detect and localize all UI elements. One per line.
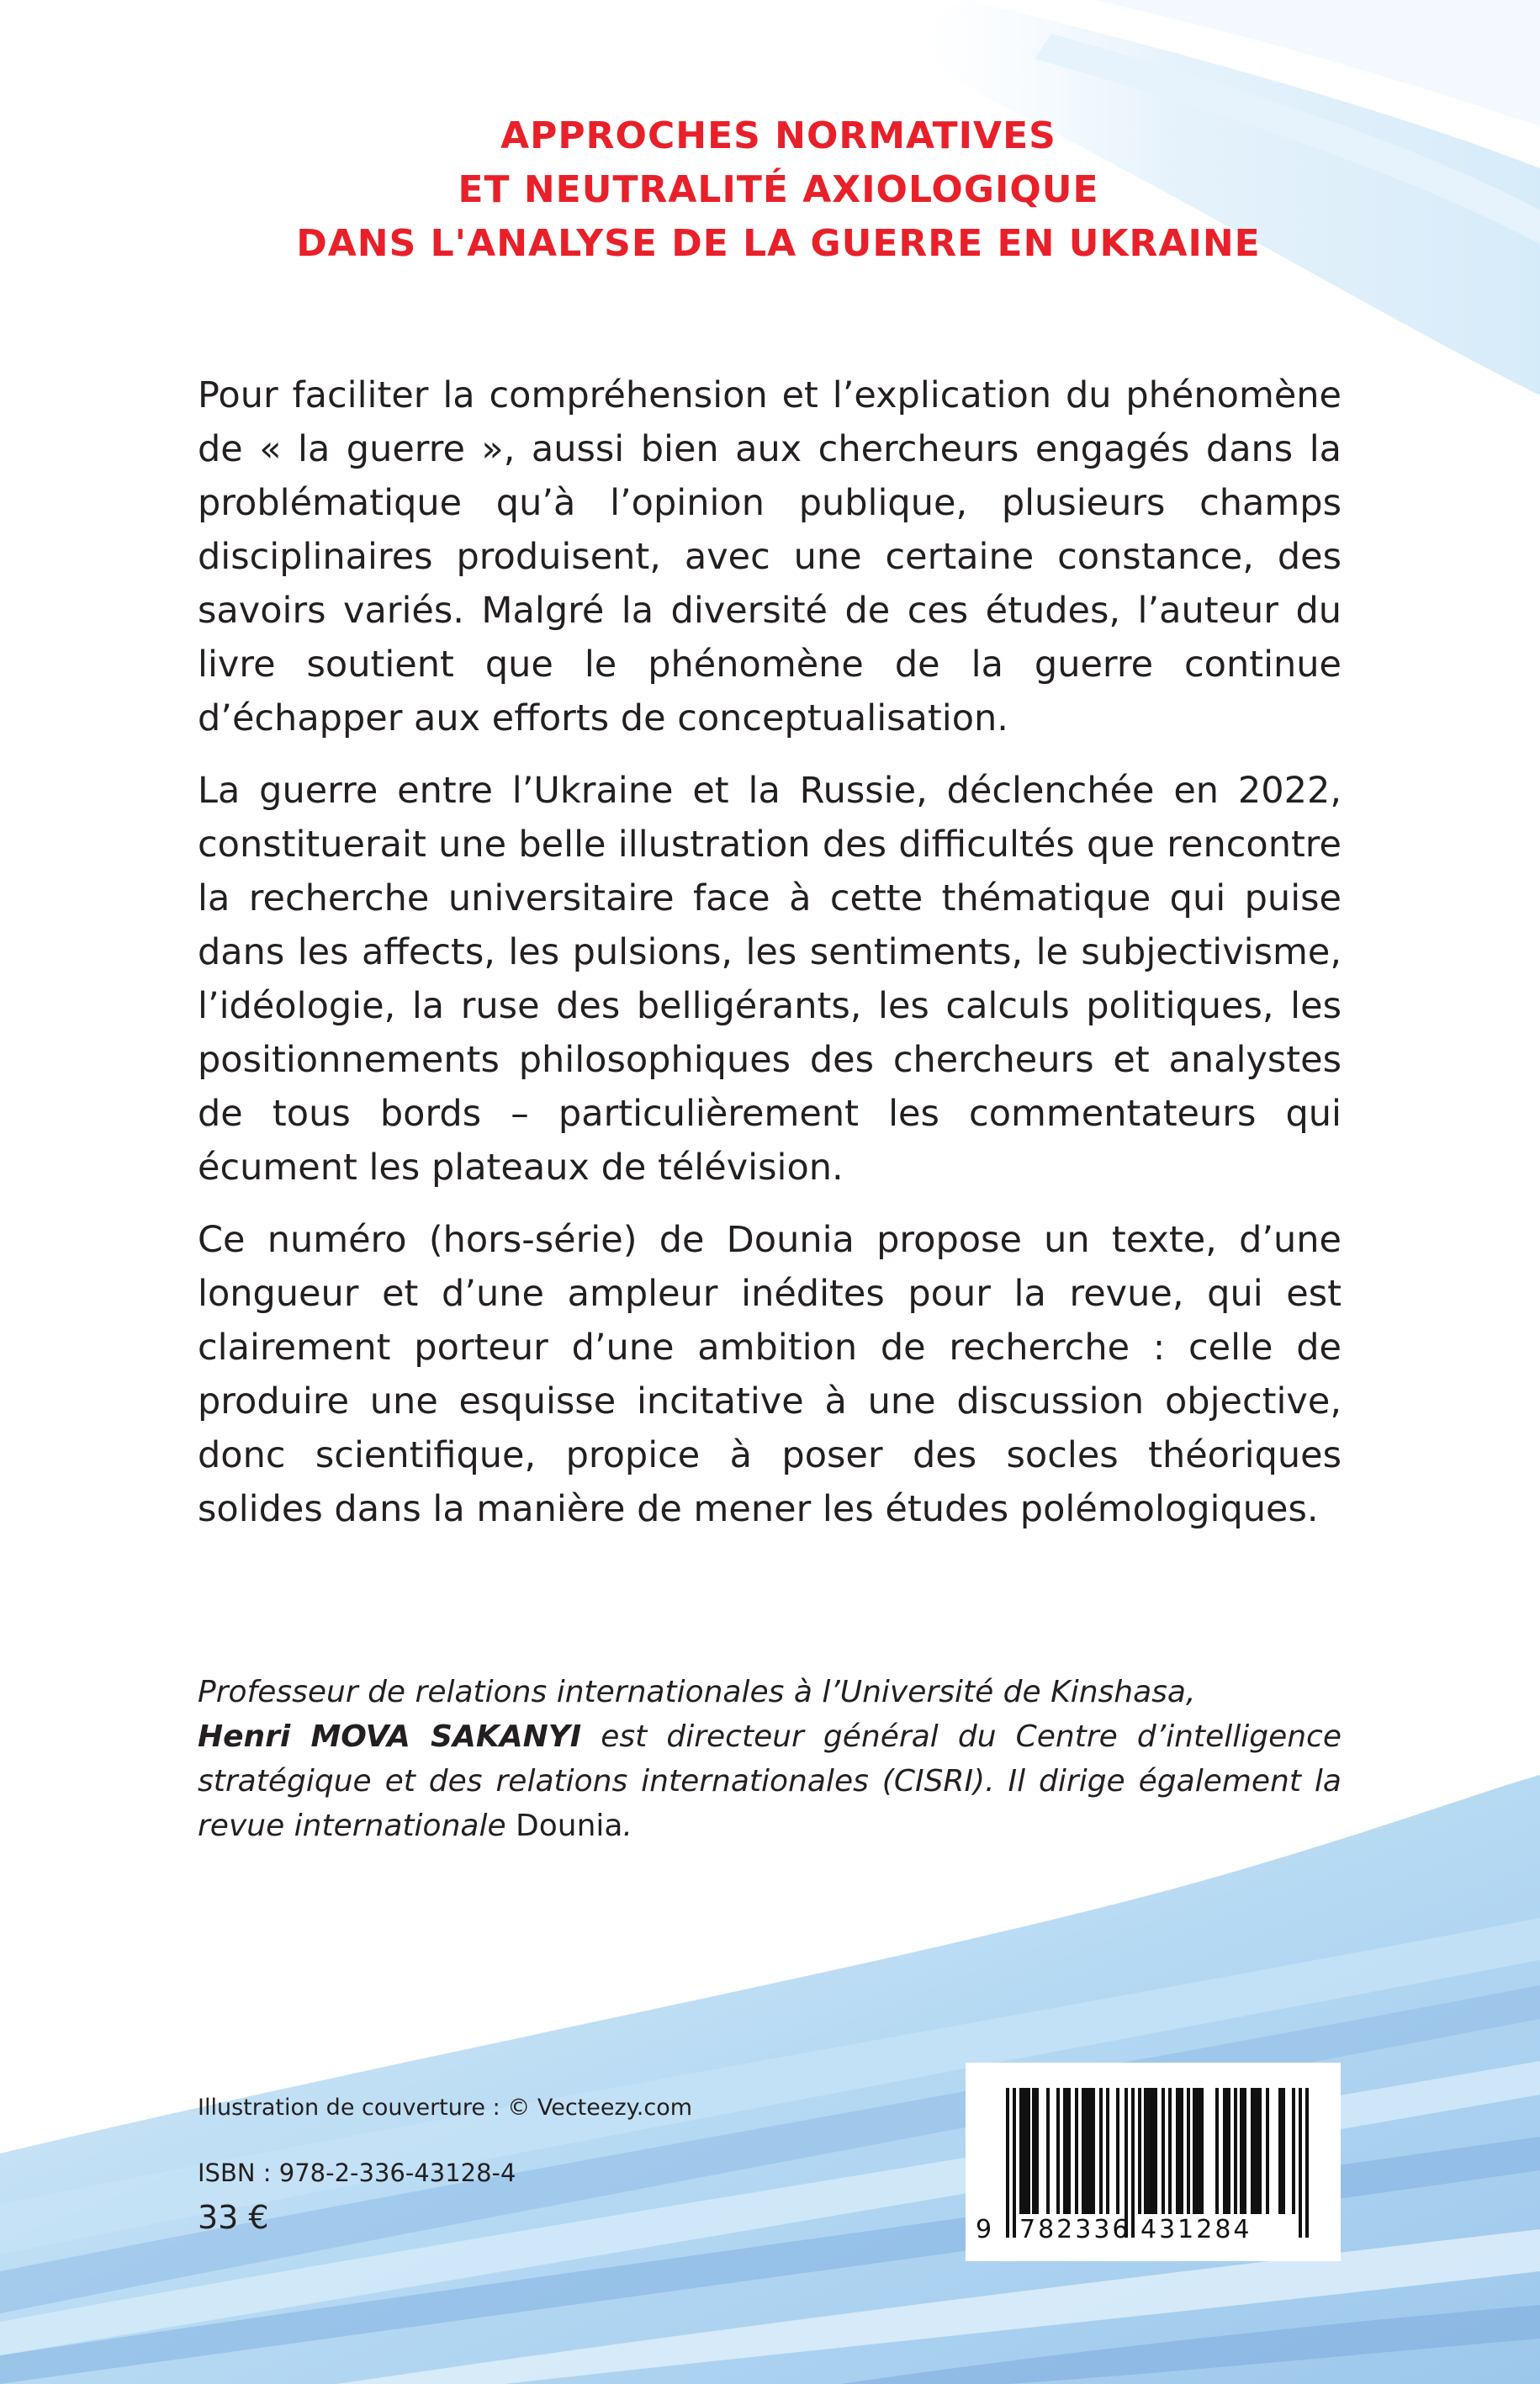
author-bio: [198, 1670, 1342, 1848]
book-title: [0, 109, 1540, 271]
barcode-digits-right: 431284: [1140, 2215, 1252, 2244]
barcode-digits-left: 782336: [1019, 2215, 1131, 2244]
journal-name: Dounia: [516, 1809, 623, 1843]
illustration-credit: Illustration de couverture : © Vecteezy.com: [198, 2095, 693, 2121]
title-line-1: APPROCHES NORMATIVES: [500, 114, 1056, 157]
barcode-bars-icon: [966, 2063, 1341, 2261]
barcode: [966, 2063, 1341, 2261]
barcode-digit-first: 9: [976, 2215, 992, 2244]
title-line-2: ET NEUTRALITÉ AXIOLOGIQUE: [458, 168, 1099, 211]
blurb-paragraph-1: Pour faciliter la compréhension et l’explication du phénomène de « la guerre », aussi bien aux chercheurs engagés dans la problématique qu’à l’opinion publique, plusieurs champs disciplinaires produisent, avec une certaine constance, des savoirs variés. Malgré la diversité de ces études, l’auteur du livre soutient que le phénomène de la guerre continue d’échapper aux efforts de conceptualisation.: [198, 374, 1342, 739]
bio-suffix: .: [622, 1809, 632, 1843]
title-line-3: DANS L'ANALYSE DE LA GUERRE EN UKRAINE: [296, 222, 1261, 265]
blurb-paragraph-2: La guerre entre l’Ukraine et la Russie, déclenchée en 2022, constituerait une belle illustration des difficultés que rencontre la recherche universitaire face à cette thématique qui puise dans les affects, les pulsions, les sentiments, le subjectivisme, l’idéologie, la ruse des belligérants, les calculs politiques, les positionnements philosophiques des chercheurs et analystes de tous bords – particulièrement les commentateurs qui écument les plateaux de télévision.: [198, 770, 1342, 1189]
blurb-paragraph-3: Ce numéro (hors-série) de Dounia propose un texte, d’une longueur et d’une ampleur inédites pour la revue, qui est clairement porteur d’une ambition de recherche : celle de produire une esquisse incitative à une discussion objective, donc scientifique, propice à poser des socles théoriques solides dans la manière de mener les études polémologiques.: [198, 1219, 1342, 1530]
bio-prefix: Professeur de relations internationales à l’Université de Kinshasa,: [198, 1675, 1196, 1709]
bio-middle: est directeur général du Centre d’intelligence stratégique et des relations internationales (CISRI). Il dirige également la revue internationale: [198, 1719, 1342, 1843]
author-name: Henri MOVA SAKANYI: [198, 1719, 582, 1754]
blurb: [198, 368, 1342, 1555]
isbn: ISBN : 978-2-336-43128-4: [198, 2159, 516, 2187]
price: 33 €: [198, 2199, 269, 2236]
